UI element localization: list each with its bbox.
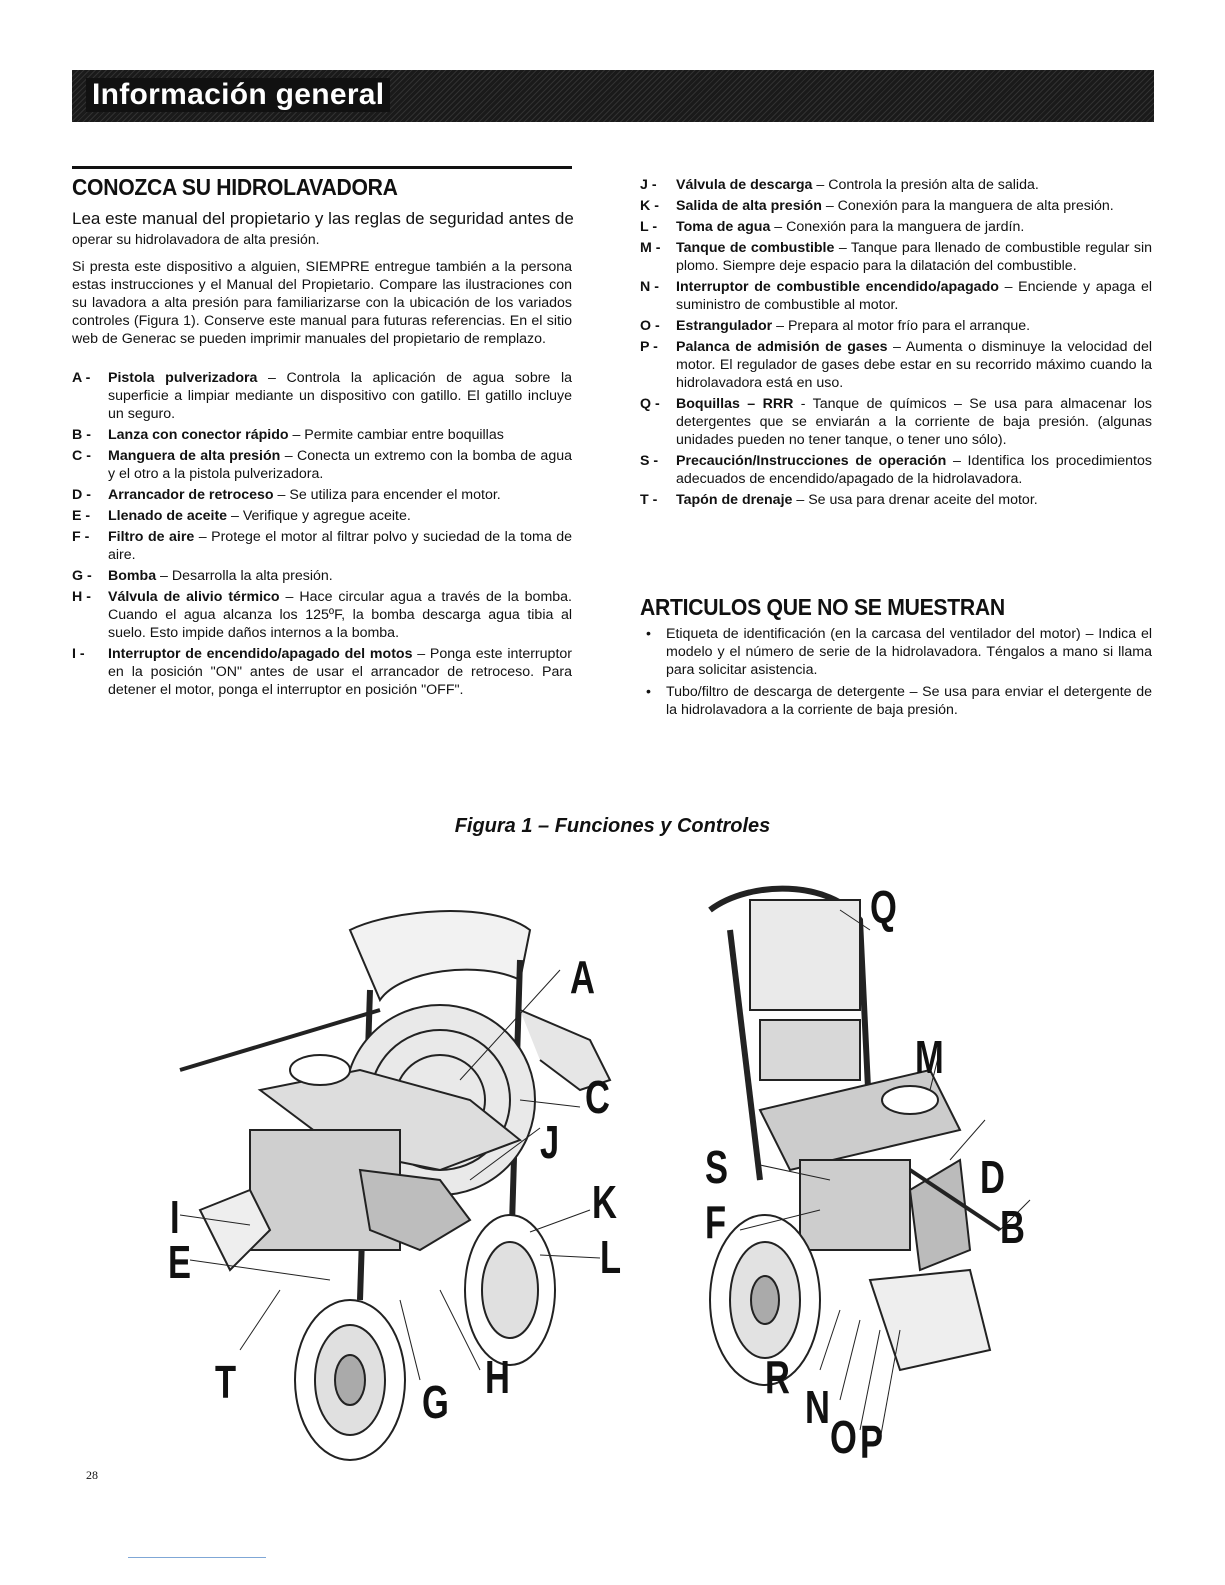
item-name: Tapón de drenaje bbox=[676, 492, 793, 508]
list-item bbox=[72, 645, 572, 699]
item-letter: S - bbox=[640, 453, 659, 469]
item-name: Salida de alta presión bbox=[676, 198, 822, 214]
item-desc: – Controla la aplicación de agua sobre la superficie a limpiar mediante un dispositivo con gatillo. El gatillo incluye un seguro. bbox=[108, 370, 572, 422]
item-desc: – Permite cambiar entre boquillas bbox=[288, 427, 504, 443]
item-desc: – Verifique y agregue aceite. bbox=[227, 508, 411, 524]
list-item bbox=[72, 528, 572, 564]
item-name: Tanque de combustible bbox=[676, 240, 835, 256]
list-item bbox=[640, 452, 1152, 488]
item-name: Interruptor de encendido/apagado del motos bbox=[108, 646, 413, 662]
item-name: Precaución/Instrucciones de operación bbox=[676, 453, 947, 469]
list-item bbox=[72, 588, 572, 642]
page-number: 28 bbox=[86, 1468, 98, 1482]
item-name: Palanca de admisión de gases bbox=[676, 339, 888, 355]
item-desc: – Conexión para la manguera de jardín. bbox=[770, 219, 1025, 235]
bullet-list bbox=[640, 625, 1152, 723]
footer-divider bbox=[128, 1557, 266, 1558]
figure-label: I bbox=[170, 1191, 180, 1243]
item-desc: – Identifica los procedimientos adecuados de encendido/apagado de la hidrolavadora. bbox=[676, 453, 1152, 487]
bullet-icon: • bbox=[646, 684, 651, 700]
bullet-text: Tubo/filtro de descarga de detergente – Se usa para enviar el detergente de la hidrolavadora a la corriente de baja presión. bbox=[666, 684, 1152, 718]
figure-label: L bbox=[600, 1231, 622, 1283]
item-desc: – Tanque para llenado de combustible regular sin plomo. Siempre deje espacio para la dilatación del combustible. bbox=[676, 240, 1152, 274]
item-letter: D - bbox=[72, 487, 91, 503]
figure-label: H bbox=[485, 1351, 510, 1403]
item-letter: O - bbox=[640, 318, 660, 334]
heading-items-not-shown: ARTICULOS QUE NO SE MUESTRAN bbox=[640, 594, 1005, 620]
item-name: Toma de agua bbox=[676, 219, 771, 235]
figure-label: D bbox=[980, 1151, 1005, 1203]
figure-label: O bbox=[830, 1411, 857, 1463]
component-list-right bbox=[640, 176, 1152, 512]
list-item bbox=[72, 369, 572, 423]
intro-lead bbox=[72, 209, 577, 249]
item-desc: – Controla la presión alta de salida. bbox=[812, 177, 1039, 193]
banner-title: Información general bbox=[86, 78, 390, 112]
item-desc: – Aumenta o disminuye la velocidad del motor. El regulador de gases debe estar en su recorrido máximo cuando la hidrolavadora está en uso. bbox=[676, 339, 1152, 391]
heading-rule bbox=[72, 166, 572, 169]
section-banner bbox=[72, 70, 1154, 122]
item-name: Pistola pulverizadora bbox=[108, 370, 258, 386]
item-name: Filtro de aire bbox=[108, 529, 195, 545]
item-desc: – Prepara al motor frío para el arranque. bbox=[772, 318, 1031, 334]
bullet-icon: • bbox=[646, 626, 651, 642]
list-item bbox=[72, 507, 572, 525]
item-letter: N - bbox=[640, 279, 659, 295]
list-item bbox=[640, 491, 1152, 509]
item-name: Lanza con conector rápido bbox=[108, 427, 289, 443]
item-name: Interruptor de combustible encendido/apagado bbox=[676, 279, 999, 295]
list-item bbox=[640, 278, 1152, 314]
item-desc: - Tanque de químicos – Se usa para almacenar los detergentes que se enviarán a la corriente de baja presión. (algunas unidades pueden no tener tanque, o tener uno sólo). bbox=[676, 396, 1152, 448]
component-list-left bbox=[72, 369, 572, 702]
item-desc: – Enciende y apaga el suministro de combustible al motor. bbox=[676, 279, 1152, 313]
item-letter: P - bbox=[640, 339, 658, 355]
item-desc: – Desarrolla la alta presión. bbox=[156, 568, 333, 584]
item-letter: H - bbox=[72, 589, 91, 605]
intro-large-text: Lea este manual del propietario y las reglas de seguridad antes de bbox=[72, 209, 574, 228]
item-name: Válvula de alivio térmico bbox=[108, 589, 280, 605]
intro-small-text: operar su hidrolavadora de alta presión. bbox=[72, 231, 320, 247]
item-name: Válvula de descarga bbox=[676, 177, 813, 193]
item-name: Estrangulador bbox=[676, 318, 773, 334]
bullet-text: Etiqueta de identificación (en la carcasa del ventilador del motor) – Indica el modelo y el número de serie de la hidrolavadora. Téngalos a mano si llama para solicitar asistencia. bbox=[666, 626, 1152, 678]
figure-label: P bbox=[860, 1416, 884, 1468]
item-letter: M - bbox=[640, 240, 661, 256]
figure-label: S bbox=[705, 1141, 729, 1193]
item-name: Llenado de aceite bbox=[108, 508, 228, 524]
bullet-item bbox=[640, 683, 1152, 719]
figure-label: E bbox=[168, 1236, 192, 1288]
item-name: Manguera de alta presión bbox=[108, 448, 281, 464]
item-letter: C - bbox=[72, 448, 91, 464]
item-letter: I - bbox=[72, 646, 85, 662]
list-item bbox=[72, 447, 572, 483]
item-desc: – Ponga este interruptor en la posición "ON" antes de usar el arrancador de retroceso. Para detener el motor, ponga el interruptor en posición "OFF". bbox=[108, 646, 572, 698]
list-item bbox=[640, 395, 1152, 449]
item-name: Bomba bbox=[108, 568, 157, 584]
pressure-washer-figure bbox=[140, 870, 1060, 1490]
item-letter: L - bbox=[640, 219, 658, 235]
figure-label: R bbox=[765, 1351, 790, 1403]
item-letter: E - bbox=[72, 508, 91, 524]
item-letter: B - bbox=[72, 427, 91, 443]
washer-left-view bbox=[180, 911, 610, 1460]
item-letter: J - bbox=[640, 177, 657, 193]
item-name: Boquillas – RRR bbox=[676, 396, 794, 412]
item-letter: K - bbox=[640, 198, 659, 214]
list-item bbox=[640, 338, 1152, 392]
item-name: Arrancador de retroceso bbox=[108, 487, 274, 503]
item-letter: T - bbox=[640, 492, 658, 508]
item-letter: F - bbox=[72, 529, 90, 545]
figure-label: B bbox=[1000, 1201, 1025, 1253]
item-desc: – Se usa para drenar aceite del motor. bbox=[792, 492, 1038, 508]
list-item bbox=[640, 176, 1152, 194]
figure-caption: Figura 1 – Funciones y Controles bbox=[454, 815, 771, 837]
figure-label: N bbox=[805, 1381, 830, 1433]
heading-know-your-washer: CONOZCA SU HIDROLAVADORA bbox=[72, 174, 398, 200]
item-letter: G - bbox=[72, 568, 92, 584]
figure-label: Q bbox=[870, 881, 897, 933]
list-item bbox=[640, 239, 1152, 275]
bullet-item bbox=[640, 625, 1152, 679]
intro-paragraph: Si presta este dispositivo a alguien, SIEMPRE entregue también a la persona estas instrucciones y el Manual del Propietario. Compare las ilustraciones con su lavadora a alta presión para familiarizarse con la ubicación de los variados controles (Figura 1). Conserve este manual para futuras referencias. En el sitio web de Generac se pueden imprimir manuales del propietario de remplazo. bbox=[72, 259, 572, 347]
item-desc: – Hace circular agua a través de la bomba. Cuando el agua alcanza los 125ºF, la bomba descarga agua tibia al suelo. Esto impide daños internos a la bomba. bbox=[108, 589, 572, 641]
figure-label: K bbox=[592, 1176, 617, 1228]
item-letter: Q - bbox=[640, 396, 660, 412]
figure-label: M bbox=[915, 1031, 944, 1083]
figure-label: A bbox=[570, 951, 595, 1003]
item-desc: – Se utiliza para encender el motor. bbox=[273, 487, 501, 503]
list-item bbox=[72, 426, 572, 444]
list-item bbox=[72, 486, 572, 504]
list-item bbox=[72, 567, 572, 585]
figure-label: G bbox=[422, 1376, 449, 1428]
list-item bbox=[640, 218, 1152, 236]
figure-label: C bbox=[585, 1071, 610, 1123]
item-letter: A - bbox=[72, 370, 91, 386]
figure-label: J bbox=[540, 1116, 560, 1168]
item-desc: – Conexión para la manguera de alta presión. bbox=[821, 198, 1114, 214]
list-item bbox=[640, 317, 1152, 335]
figure-label: F bbox=[705, 1196, 727, 1248]
figure-label: T bbox=[215, 1356, 237, 1408]
list-item bbox=[640, 197, 1152, 215]
item-desc: – Conecta un extremo con la bomba de agua y el otro a la pistola pulverizadora. bbox=[108, 448, 572, 482]
item-desc: – Protege el motor al filtrar polvo y suciedad de la toma de aire. bbox=[108, 529, 572, 563]
